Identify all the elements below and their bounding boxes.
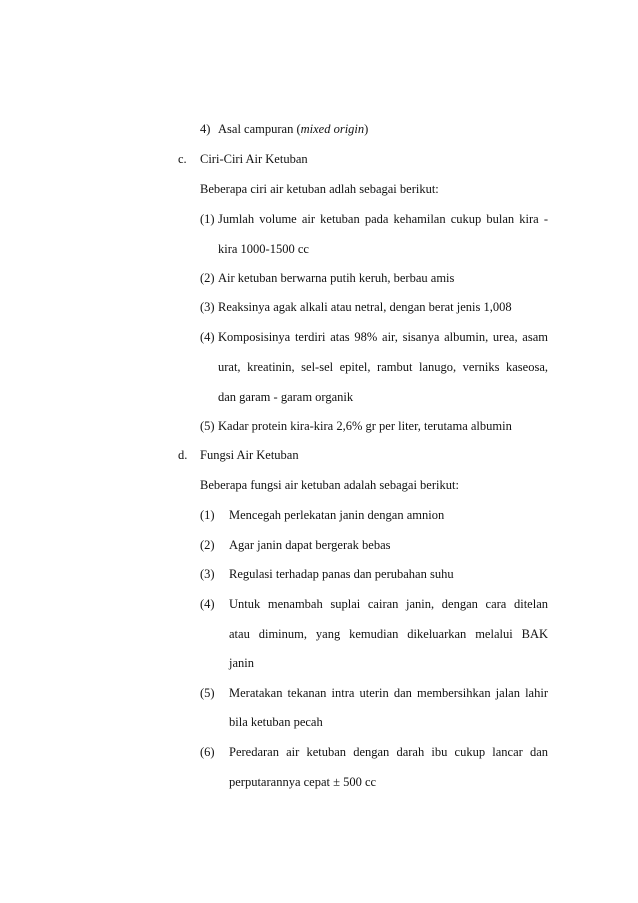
list-number: (2) [200, 538, 215, 552]
section-intro: Beberapa fungsi air ketuban adalah sebagai berikut: [200, 478, 459, 492]
list-item-line: Komposisinya terdiri atas 98% air, sisanya albumin, urea, asam [218, 330, 548, 344]
item-text: Asal campuran ( [218, 122, 301, 136]
list-item-line: perputarannya cepat ± 500 cc [229, 775, 377, 789]
list-number: (5) [200, 419, 215, 433]
list-item-line: Untuk menambah suplai cairan janin, dengan cara ditelan [229, 597, 548, 611]
list-number: 4) [200, 122, 211, 136]
item-text-close: ) [364, 122, 369, 136]
list-item-line: urat, kreatinin, sel-sel epitel, rambut lanugo, verniks kaseosa, [218, 360, 548, 374]
list-item-line: Reaksinya agak alkali atau netral, dengan berat jenis 1,008 [218, 300, 512, 314]
list-item-line: Meratakan tekanan intra uterin dan membersihkan jalan lahir [229, 686, 548, 700]
list-number: (6) [200, 745, 215, 759]
section-marker: c. [178, 152, 187, 166]
item-italic-text: mixed origin [300, 122, 365, 136]
list-item-line: Mencegah perlekatan janin dengan amnion [229, 508, 445, 522]
list-number: (2) [200, 271, 215, 285]
list-number: (4) [200, 330, 215, 344]
list-item-line: Kadar protein kira-kira 2,6% gr per liter, terutama albumin [218, 419, 512, 433]
list-number: (1) [200, 212, 215, 226]
list-item-line: bila ketuban pecah [229, 715, 323, 729]
list-item-line: Peredaran air ketuban dengan darah ibu cukup lancar dan [229, 745, 548, 759]
list-item-line: Regulasi terhadap panas dan perubahan suhu [229, 567, 454, 581]
list-item-line: janin [229, 656, 254, 670]
list-item-line: atau diminum, yang kemudian dikeluarkan melalui BAK [229, 627, 548, 641]
list-item-line: Jumlah volume air ketuban pada kehamilan cukup bulan kira - [218, 212, 548, 226]
list-item-line: Air ketuban berwarna putih keruh, berbau amis [218, 271, 455, 285]
list-number: (5) [200, 686, 215, 700]
section-intro: Beberapa ciri air ketuban adlah sebagai berikut: [200, 182, 439, 196]
list-item-line: Agar janin dapat bergerak bebas [229, 538, 391, 552]
list-item-line: kira 1000-1500 cc [218, 242, 309, 256]
section-marker: d. [178, 448, 188, 462]
list-number: (3) [200, 300, 215, 314]
list-number: (1) [200, 508, 215, 522]
section-heading: Fungsi Air Ketuban [200, 448, 299, 462]
section-heading: Ciri-Ciri Air Ketuban [200, 152, 308, 166]
list-item-line: dan garam - garam organik [218, 390, 354, 404]
list-item [218, 121, 368, 137]
list-number: (3) [200, 567, 215, 581]
list-number: (4) [200, 597, 215, 611]
